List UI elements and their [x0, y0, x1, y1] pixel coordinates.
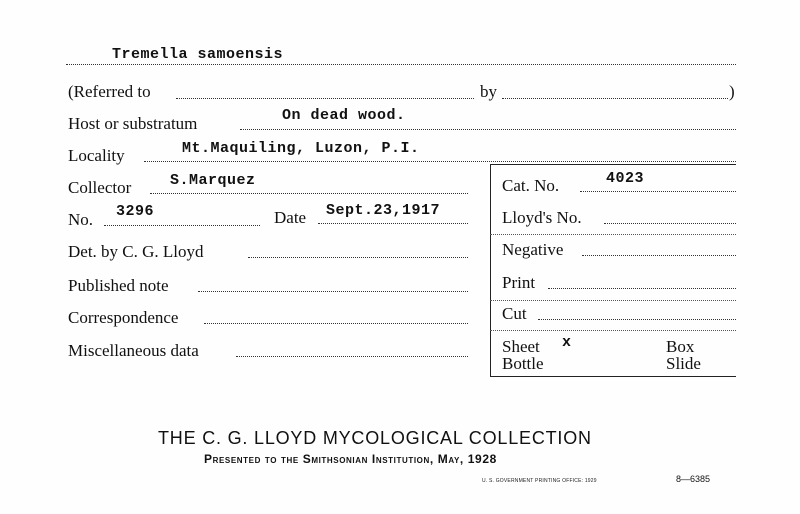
by-label: by — [480, 82, 497, 101]
date-value: Sept.23,1917 — [326, 202, 441, 219]
cut-line — [538, 319, 736, 320]
date-label: Date — [274, 208, 307, 227]
date-line — [318, 223, 468, 224]
right-box-left-border — [490, 164, 491, 376]
bottle-label: Bottle — [502, 354, 544, 373]
locality-line — [144, 161, 736, 162]
host-value: On dead wood. — [282, 107, 406, 124]
species-name: Tremella samoensis — [112, 46, 284, 63]
miscellaneous-label: Miscellaneous data — [68, 341, 199, 360]
lloyds-number-line — [604, 223, 736, 224]
species-line — [66, 64, 736, 65]
number-label: No. — [68, 210, 94, 229]
locality-value: Mt.Maquiling, Luzon, P.I. — [182, 140, 420, 157]
catalog-number-label: Cat. No. — [502, 176, 560, 195]
host-line — [240, 129, 736, 130]
catalog-number-line — [580, 191, 736, 192]
published-note-line — [198, 291, 468, 292]
locality-label: Locality — [68, 146, 125, 165]
referred-to-label: (Referred to — [68, 82, 151, 101]
published-note-label: Published note — [68, 276, 169, 295]
negative-label: Negative — [502, 240, 564, 259]
collection-subtitle: Presented to the Smithsonian Institution, May, 1928 — [204, 452, 497, 466]
correspondence-label: Correspondence — [68, 308, 179, 327]
host-label: Host or substratum — [68, 114, 198, 133]
collector-label: Collector — [68, 178, 132, 197]
collector-value: S.Marquez — [170, 172, 256, 189]
sheet-label: Sheet — [502, 337, 540, 356]
determined-by-line — [248, 257, 468, 258]
slide-label: Slide — [666, 354, 701, 373]
box-label: Box — [666, 337, 695, 356]
number-line — [104, 225, 260, 226]
collection-title: THE C. G. LLOYD MYCOLOGICAL COLLECTION — [158, 428, 592, 448]
number-value: 3296 — [116, 203, 155, 220]
sheet-check-mark: x — [562, 334, 572, 351]
referred-to-line — [176, 98, 474, 99]
right-box-top-border — [490, 164, 736, 165]
referred-close: ) — [729, 82, 735, 101]
correspondence-line — [204, 323, 468, 324]
negative-line — [582, 255, 736, 256]
by-line — [502, 98, 728, 99]
miscellaneous-line — [236, 356, 468, 357]
form-number: 8—6385 — [676, 474, 711, 484]
catalog-number-value: 4023 — [606, 170, 645, 187]
determined-by-label: Det. by C. G. Lloyd — [68, 242, 204, 261]
right-box-divider-1 — [490, 234, 736, 235]
print-line — [548, 288, 736, 289]
right-box-bottom-border — [490, 376, 736, 377]
right-box-divider-3 — [490, 330, 736, 331]
lloyds-number-label: Lloyd's No. — [502, 208, 582, 227]
printing-office-note: U. S. GOVERNMENT PRINTING OFFICE: 1929 — [482, 478, 597, 484]
collector-line — [150, 193, 468, 194]
cut-label: Cut — [502, 304, 527, 323]
print-label: Print — [502, 273, 536, 292]
right-box-divider-2 — [490, 300, 736, 301]
